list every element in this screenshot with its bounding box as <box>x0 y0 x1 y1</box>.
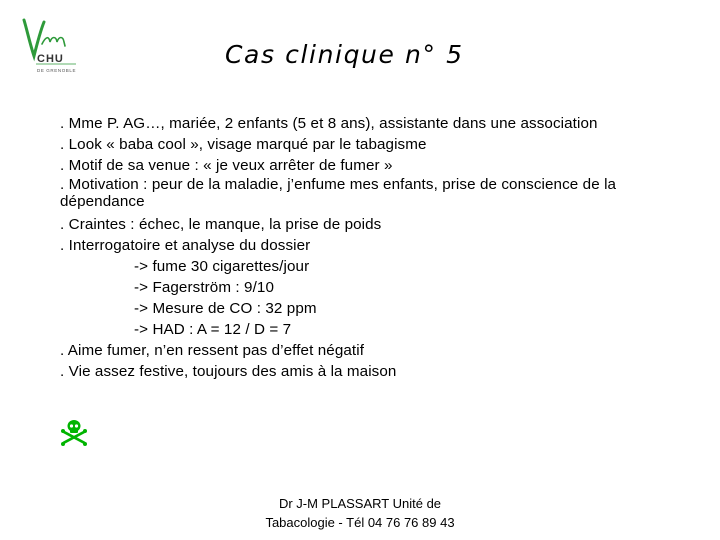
skull-crossbones-icon <box>60 418 88 446</box>
case-description <box>60 113 680 382</box>
logo-text: CHU <box>37 53 64 65</box>
logo-subtext: DE GRENOBLE <box>37 68 77 73</box>
case-line-fears: . Craintes : échec, le manque, la prise de poids <box>60 216 382 233</box>
slide-title-wrapper <box>225 40 464 69</box>
case-subline-cigarettes: -> fume 30 cigarettes/jour <box>134 258 310 275</box>
footer-credit <box>220 494 500 532</box>
case-line-look: . Look « baba cool », visage marqué par le tabagisme <box>60 136 427 153</box>
slide-title: Cas clinique n° 5 <box>225 40 464 69</box>
footer-line-author: Dr J-M PLASSART Unité de <box>278 496 442 511</box>
case-line-likes-smoking: . Aime fumer, n’en ressent pas d’effet négatif <box>60 342 365 359</box>
chu-grenoble-logo-icon <box>18 14 90 76</box>
chu-logo <box>18 14 90 76</box>
case-line-interview: . Interrogatoire et analyse du dossier <box>60 237 311 254</box>
case-subline-co: -> Mesure de CO : 32 ppm <box>134 300 317 317</box>
case-line-motivation: . Motivation : peur de la maladie, j’enfume mes enfants, prise de conscience de la dépendance <box>60 176 617 210</box>
case-subline-had: -> HAD : A = 12 / D = 7 <box>134 321 292 338</box>
case-line-identity: . Mme P. AG…, mariée, 2 enfants (5 et 8 ans), assistante dans une association <box>60 115 598 132</box>
footer-line-contact: Tabacologie - Tél 04 76 76 89 43 <box>265 515 455 530</box>
case-line-motive: . Motif de sa venue : « je veux arrêter de fumer » <box>60 157 393 174</box>
case-line-lifestyle: . Vie assez festive, toujours des amis à la maison <box>60 363 397 380</box>
case-subline-fagerstrom: -> Fagerström : 9/10 <box>134 279 275 296</box>
